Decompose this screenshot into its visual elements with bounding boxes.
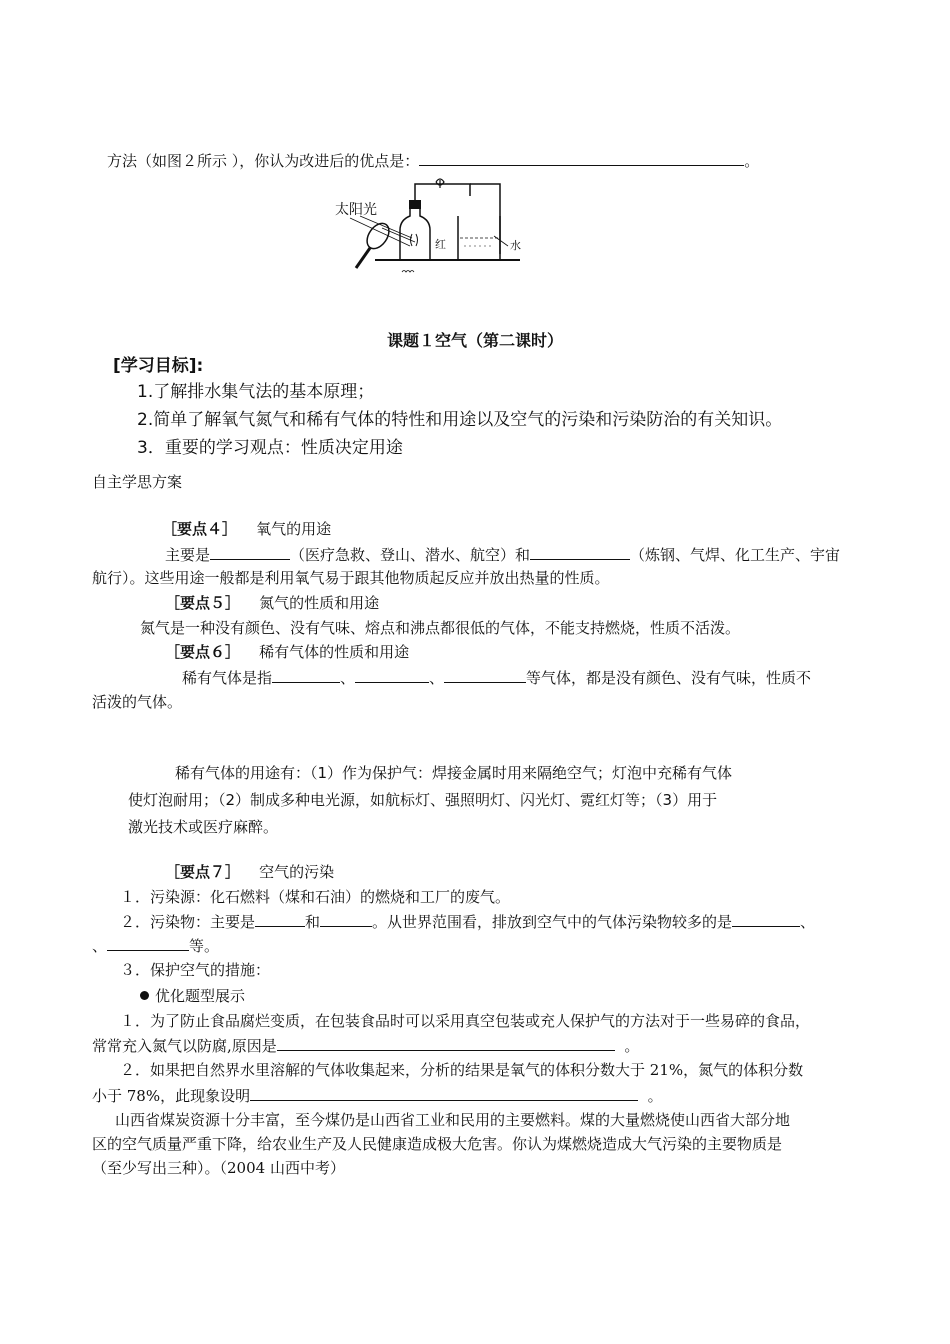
point7-item-1: １．污染源：化石燃料（煤和石油）的燃烧和工厂的废气。: [120, 888, 511, 906]
text-fragment: 、: [92, 937, 108, 955]
point4-line1: [165, 544, 840, 565]
answer-blank[interactable]: [250, 1085, 638, 1101]
text-fragment: 、: [340, 669, 356, 687]
question-3-line-2: 区的空气质量严重下降，给农业生产及人民健康造成极大危害。你认为煤燃烧造成大气污染的主要物质是: [92, 1135, 783, 1153]
intro-end: 。: [744, 152, 760, 170]
point4-line2: 航行）。这些用途一般都是利用氧气易于跟其他物质起反应并放出热量的性质。: [92, 569, 610, 587]
answer-blank[interactable]: [530, 544, 630, 560]
point6-tag: ［要点６］: [165, 643, 241, 661]
point5-heading: [165, 593, 379, 613]
point4-tag: ［要点４］: [162, 520, 238, 538]
text-fragment: 稀有气体是指: [182, 669, 273, 687]
text-fragment: ２．污染物：主要是: [120, 913, 256, 931]
answer-blank[interactable]: [419, 150, 744, 166]
intro-text: 方法（如图２所示 ），你认为改进后的优点是：: [107, 152, 420, 170]
question-1-line-1: １．为了防止食品腐烂变质，在包装食品时可以采用真空包装或充人保护气的方法对于一些易碎的食品，: [120, 1012, 811, 1030]
point5-text: 氮气是一种没有颜色、没有气味、熔点和沸点都很低的气体，不能支持燃烧，性质不活泼。: [140, 619, 741, 637]
answer-blank[interactable]: [107, 935, 189, 951]
red-label: 红: [435, 238, 446, 251]
intro-line: [107, 150, 759, 171]
point6-heading: [165, 642, 409, 662]
text-fragment: 主要是: [165, 546, 211, 564]
rare-gas-uses-line-1: 稀有气体的用途有：（1）作为保护气：焊接金属时用来隔绝空气；灯泡中充稀有气体: [175, 764, 733, 782]
point4-heading: [162, 519, 331, 539]
point7-item-2: [120, 911, 815, 932]
answer-blank[interactable]: [320, 911, 372, 927]
point5-topic: 氮气的性质和用途: [259, 594, 380, 612]
lesson-title: 课题１空气（第二课时）: [386, 331, 563, 350]
text-fragment: 。从世界范围看，排放到空气中的气体污染物较多的是: [372, 913, 733, 931]
point6-topic: 稀有气体的性质和用途: [259, 643, 410, 661]
text-fragment: 、: [429, 669, 445, 687]
point5-tag: ［要点５］: [165, 594, 241, 612]
section-heading: 自主学思方案: [92, 473, 183, 491]
question-3-line-1: 山西省煤炭资源十分丰富，至今煤仍是山西省工业和民用的主要燃料。煤的大量燃烧使山西省大部分地: [115, 1111, 791, 1129]
text-fragment: 、: [800, 913, 816, 931]
text-fragment: （炼钢、气焊、化工生产、宇宙: [630, 546, 841, 564]
answer-blank[interactable]: [210, 544, 290, 560]
practice-heading-text: 优化题型展示: [155, 987, 246, 1005]
point7-topic: 空气的污染: [259, 863, 335, 881]
point4-topic: 氧气的用途: [256, 520, 332, 538]
point7-heading: [165, 862, 334, 882]
sun-label: 太阳光: [335, 202, 377, 218]
water-label: 水: [510, 239, 521, 252]
question-2-line-1: ２．如果把自然界水里溶解的气体收集起来，分析的结果是氧气的体积分数大于 21%，氮气的体积分数: [120, 1061, 804, 1079]
text-fragment: 常常充入氮气以防腐,原因是: [92, 1037, 277, 1055]
objective-item-1: 1.了解排水集气法的基本原理；: [137, 382, 375, 402]
text-fragment: 等气体，都是没有颜色、没有气味，性质不: [526, 669, 812, 687]
question-2-line-2: [92, 1085, 663, 1106]
answer-blank[interactable]: [272, 667, 340, 683]
apparatus-figure: [330, 176, 530, 281]
objective-item-2: 2.简单了解氧气氮气和稀有气体的特性和用途以及空气的污染和污染防治的有关知识。: [137, 410, 783, 430]
answer-blank[interactable]: [732, 911, 800, 927]
text-fragment: 。: [624, 1037, 640, 1055]
point7-item-2-cont: [92, 935, 219, 956]
text-fragment: 和: [305, 913, 321, 931]
bullet-icon: [140, 991, 149, 1000]
question-3-line-3: （至少写出三种）。（2004 山西中考）: [92, 1159, 345, 1177]
answer-blank[interactable]: [255, 911, 305, 927]
rare-gas-uses-line-3: 激光技术或医疗麻醉。: [128, 818, 279, 836]
rare-gas-uses-line-2: 使灯泡耐用；（2）制成多种电光源，如航标灯、强照明灯、闪光灯、霓红灯等；（3）用于: [128, 791, 718, 809]
text-fragment: 等。: [189, 937, 220, 955]
answer-blank[interactable]: [355, 667, 429, 683]
point6-line2: 活泼的气体。: [92, 693, 183, 711]
question-1-line-2: [92, 1035, 639, 1056]
text-fragment: （医疗急救、登山、潜水、航空）和: [290, 546, 531, 564]
point7-tag: ［要点７］: [165, 863, 241, 881]
practice-heading: [140, 986, 245, 1006]
answer-blank[interactable]: [277, 1035, 615, 1051]
text-fragment: 小于 78%，此现象设明: [92, 1087, 251, 1105]
objectives-heading: [学习目标]:: [113, 356, 204, 376]
point7-item-3: ３．保护空气的措施：: [120, 961, 271, 979]
text-fragment: 。: [647, 1087, 663, 1105]
answer-blank[interactable]: [444, 667, 526, 683]
point6-line1: [182, 667, 811, 688]
objective-item-3: 3．重要的学习观点：性质决定用途: [137, 438, 403, 458]
